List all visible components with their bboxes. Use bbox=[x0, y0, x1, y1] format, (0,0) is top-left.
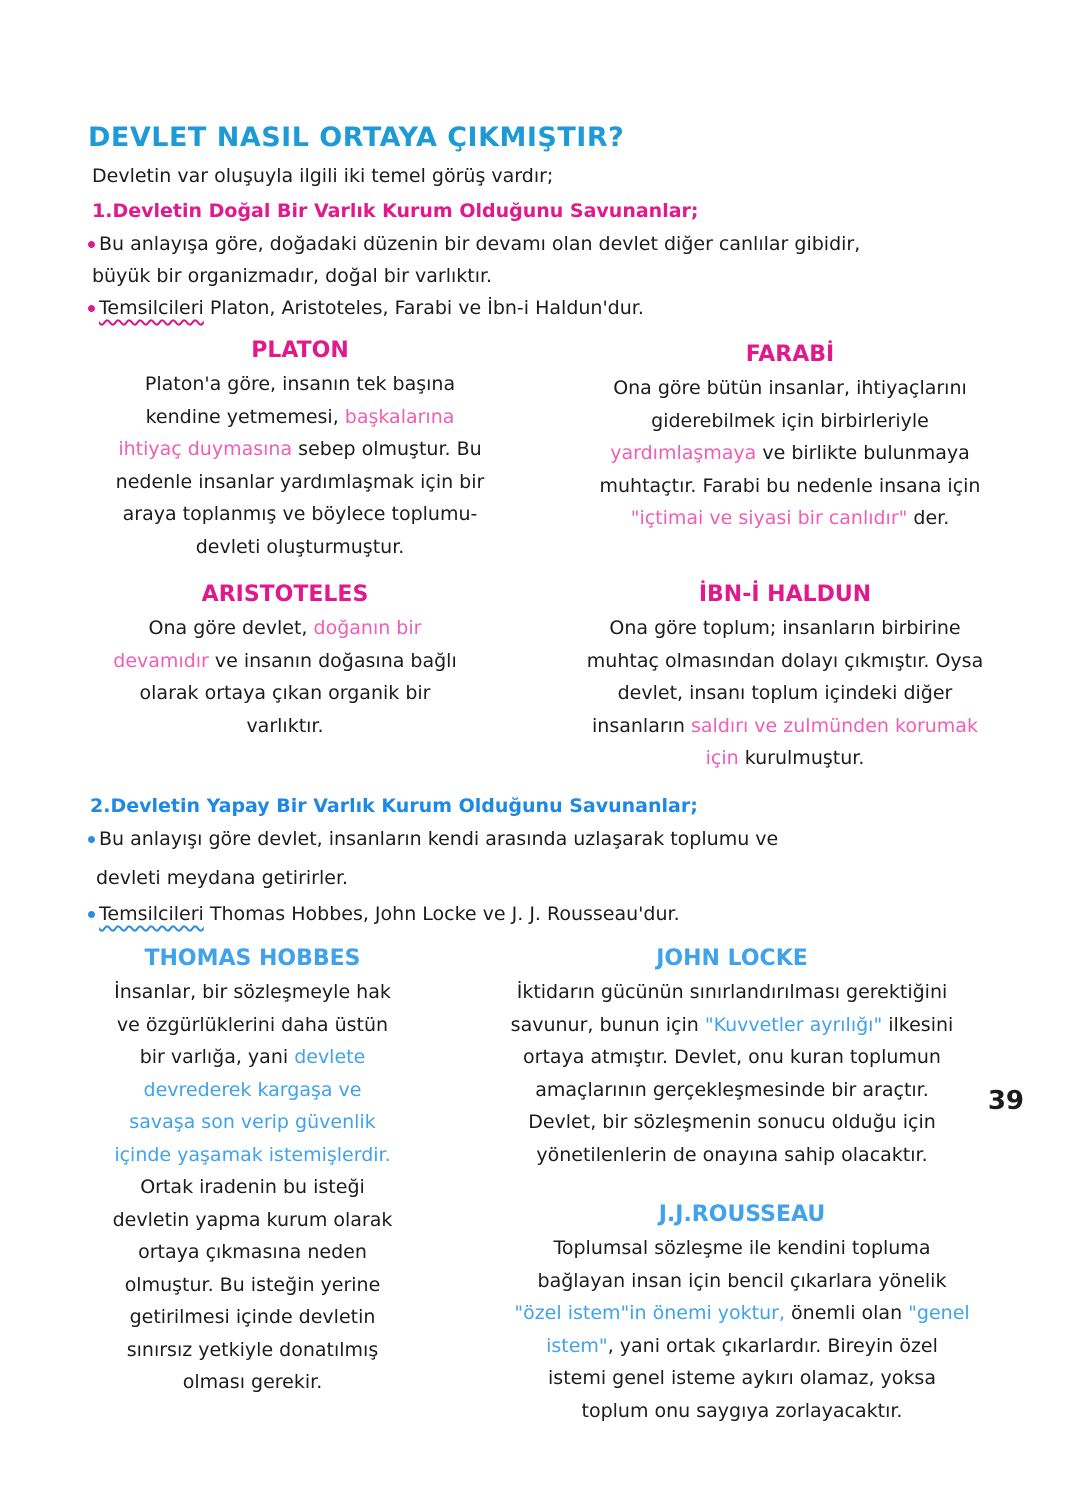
section1-bullet1 bbox=[88, 228, 860, 261]
bullet-icon bbox=[88, 836, 95, 843]
highlight: istem" bbox=[546, 1334, 608, 1357]
text-line: devlet, insanı toplum içindeki diğer bbox=[617, 682, 953, 704]
card-body bbox=[70, 612, 500, 742]
text-line: toplum onu saygıya zorlayacaktır. bbox=[581, 1399, 903, 1422]
text-line: yönetilenlerin de onayına sahip olacaktır. bbox=[536, 1143, 928, 1166]
text-line: savunur, bunun için "Kuvvetler ayrılığı" ilkesini bbox=[510, 1013, 954, 1036]
card-rousseau bbox=[462, 1200, 1022, 1427]
highlight: "Kuvvetler ayrılığı" bbox=[704, 1013, 883, 1036]
highlight: "özel istem"in önemi yoktur, bbox=[514, 1302, 786, 1324]
section1-bullet1-cont: büyük bir organizmadır, doğal bir varlıktır. bbox=[92, 265, 493, 287]
section2-bullet1-cont: devleti meydana getirirler. bbox=[96, 867, 349, 889]
highlight: ihtiyaç duymasına bbox=[118, 438, 293, 460]
highlight-line: savaşa son verip güvenlik bbox=[129, 1111, 376, 1133]
card-title: ARISTOTELES bbox=[201, 582, 369, 607]
bullet-icon bbox=[88, 911, 95, 918]
text-line: Ona göre bütün insanlar, ihtiyaçlarını bbox=[613, 377, 967, 399]
section2-bullet2 bbox=[88, 898, 680, 931]
intro-text: Devletin var oluşuyla ilgili iki temel görüş vardır; bbox=[92, 165, 554, 187]
highlight-line: devrederek kargaşa ve bbox=[143, 1078, 362, 1101]
text-line: nedenle insanlar yardımlaşmak için bir bbox=[115, 470, 485, 493]
representatives-list: Thomas Hobbes, John Locke ve J. J. Rousseau'dur. bbox=[203, 903, 680, 925]
text-line: istemi genel isteme aykırı olamaz, yoksa bbox=[548, 1367, 936, 1389]
text-line: muhtaçtır. Farabi bu nedenle insana için bbox=[599, 474, 981, 497]
text-line: muhtaç olmasından dolayı çıkmıştır. Oysa bbox=[586, 649, 984, 672]
text-line: "içtimai ve siyasi bir canlıdır" der. bbox=[630, 507, 950, 529]
text-line: Ona göre devlet, doğanın bir bbox=[148, 617, 422, 639]
text-line: insanların saldırı ve zulmünden korumak bbox=[592, 714, 978, 737]
text-line: "özel istem"in önemi yoktur, önemli olan "genel bbox=[514, 1302, 970, 1324]
highlight: "içtimai ve siyasi bir canlıdır" bbox=[630, 507, 908, 529]
text-line: ve özgürlüklerini daha üstün bbox=[116, 1013, 389, 1036]
section2-bullet1 bbox=[88, 823, 778, 856]
text-line: için kurulmuştur. bbox=[705, 747, 865, 769]
text-line: kendine yetmemesi, başkalarına bbox=[145, 405, 455, 428]
text-line: Toplumsal sözleşme ile kendini topluma bbox=[553, 1237, 931, 1259]
highlight: doğanın bir bbox=[313, 617, 422, 639]
highlight: başkalarına bbox=[344, 405, 455, 428]
highlight-line: içinde yaşamak istemişlerdir. bbox=[114, 1143, 391, 1166]
text-line: getirilmesi içinde devletin bbox=[129, 1306, 376, 1328]
text-line: olması gerekir. bbox=[182, 1371, 323, 1393]
card-body bbox=[462, 1232, 1022, 1427]
text-line: araya toplanmış ve böylece toplumu- bbox=[122, 503, 478, 525]
highlight: devamıdır bbox=[113, 649, 209, 672]
text-line: ortaya atmıştır. Devlet, onu kuran toplumun bbox=[523, 1046, 941, 1068]
card-title: JOHN LOCKE bbox=[656, 946, 808, 971]
highlight: "genel bbox=[908, 1302, 970, 1324]
page-title: DEVLET NASIL ORTAYA ÇIKMIŞTIR? bbox=[88, 122, 625, 153]
card-aristoteles bbox=[70, 580, 500, 742]
text-line: devleti oluşturmuştur. bbox=[195, 535, 405, 558]
representatives-label: Temsilcileri bbox=[99, 903, 204, 925]
text-line: ortaya çıkmasına neden bbox=[138, 1241, 367, 1263]
card-body bbox=[545, 612, 1025, 775]
card-title: İBN-İ HALDUN bbox=[698, 582, 872, 607]
card-title: FARABİ bbox=[745, 342, 835, 367]
card-body bbox=[462, 976, 1002, 1171]
bullet-text: Bu anlayışa göre, doğadaki düzenin bir devamı olan devlet diğer canlılar gibidir, bbox=[99, 233, 861, 255]
text-line: giderebilmek için birbirleriyle bbox=[651, 409, 929, 432]
card-body bbox=[555, 372, 1025, 535]
text-line: bir varlığa, yani devlete bbox=[139, 1046, 366, 1068]
text-line: yardımlaşmaya ve birlikte bulunmaya bbox=[610, 442, 970, 464]
text-line: amaçlarının gerçekleşmesinde bir araçtır. bbox=[535, 1078, 929, 1101]
bullet-icon bbox=[88, 241, 95, 248]
card-body bbox=[70, 368, 530, 563]
text-line: varlıktır. bbox=[246, 714, 324, 737]
text-line: ihtiyaç duymasına sebep olmuştur. Bu bbox=[118, 438, 482, 460]
representatives-label: Temsilcileri bbox=[99, 297, 204, 319]
text-line: Platon'a göre, insanın tek başına bbox=[144, 373, 456, 395]
card-title: THOMAS HOBBES bbox=[144, 946, 361, 971]
text-line: Devlet, bir sözleşmenin sonucu olduğu için bbox=[528, 1111, 936, 1133]
text-line: Ortak iradenin bu isteği bbox=[140, 1176, 365, 1198]
page-number: 39 bbox=[987, 1086, 1024, 1116]
highlight: için bbox=[705, 747, 739, 769]
card-body bbox=[75, 976, 430, 1399]
section1-bullet2 bbox=[88, 292, 644, 325]
section2-heading: 2.Devletin Yapay Bir Varlık Kurum Olduğunu Savunanlar; bbox=[90, 795, 698, 817]
text-line: olarak ortaya çıkan organik bir bbox=[139, 682, 431, 704]
text-line: Ona göre toplum; insanların birbirine bbox=[609, 617, 961, 639]
text-line: olmuştur. Bu isteğin yerine bbox=[124, 1273, 381, 1296]
highlight: yardımlaşmaya bbox=[610, 442, 757, 464]
text-line: sınırsız yetkiyle donatılmış bbox=[126, 1338, 379, 1361]
card-farabi bbox=[555, 340, 1025, 535]
highlight: saldırı ve zulmünden korumak bbox=[691, 714, 978, 737]
representatives-list: Platon, Aristoteles, Farabi ve İbn-i Haldun'dur. bbox=[203, 297, 644, 319]
text-line: istem", yani ortak çıkarlardır. Bireyin özel bbox=[546, 1334, 938, 1357]
text-line: devletin yapma kurum olarak bbox=[112, 1208, 393, 1231]
card-locke bbox=[462, 944, 1002, 1171]
card-platon bbox=[70, 336, 530, 563]
bullet-text: Bu anlayışı göre devlet, insanların kendi arasında uzlaşarak toplumu ve bbox=[99, 828, 779, 850]
text-line: bağlayan insan için bencil çıkarlara yönelik bbox=[537, 1269, 947, 1292]
card-title: J.J.ROUSSEAU bbox=[658, 1202, 826, 1227]
section1-heading: 1.Devletin Doğal Bir Varlık Kurum Olduğunu Savunanlar; bbox=[92, 200, 699, 222]
card-ibn-haldun bbox=[545, 580, 1025, 775]
card-hobbes bbox=[75, 944, 430, 1399]
highlight: devlete bbox=[294, 1046, 366, 1068]
text-line: İnsanlar, bir sözleşmeyle hak bbox=[114, 981, 391, 1003]
card-title: PLATON bbox=[251, 338, 349, 363]
text-line: devamıdır ve insanın doğasına bağlı bbox=[113, 649, 457, 672]
bullet-icon bbox=[88, 305, 95, 312]
text-line: İktidarın gücünün sınırlandırılması gerektiğini bbox=[516, 981, 948, 1003]
